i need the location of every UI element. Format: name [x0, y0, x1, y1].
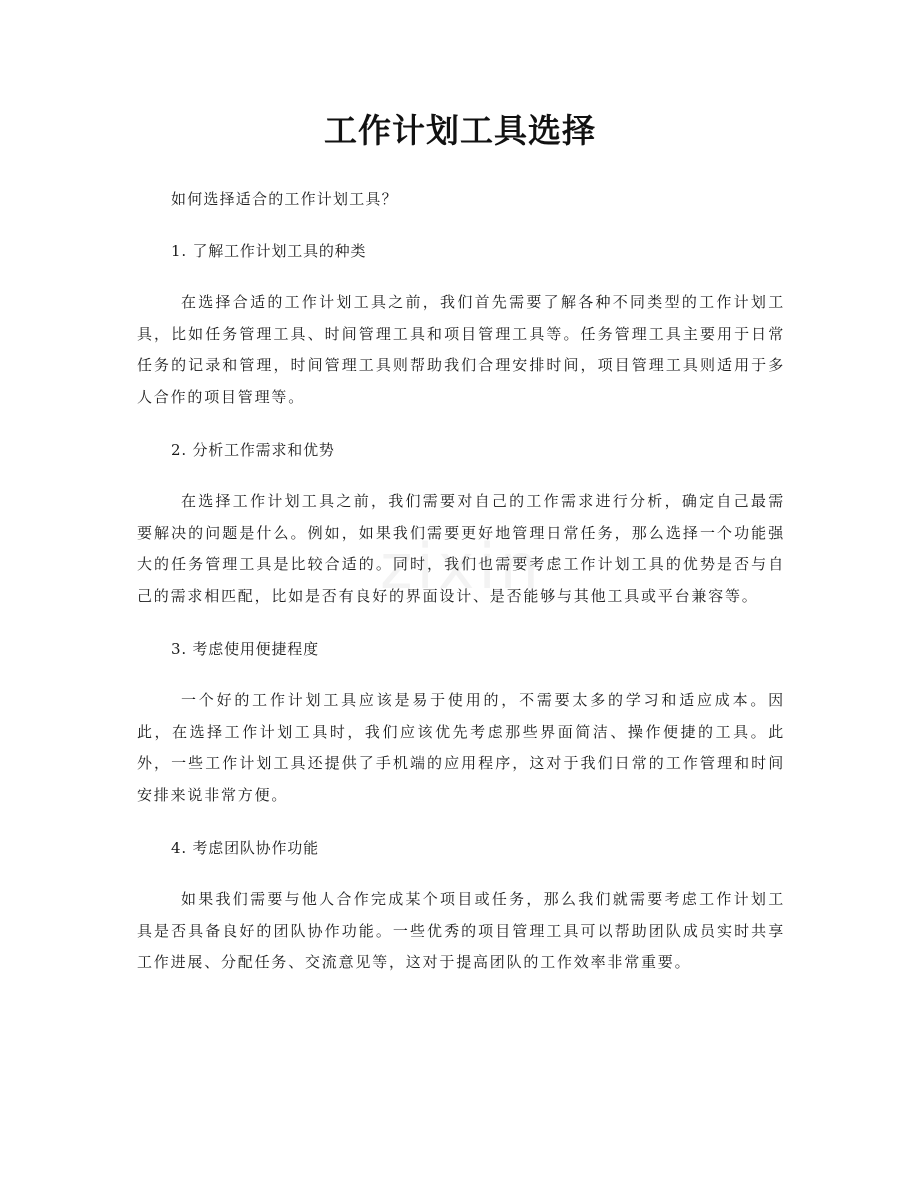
intro-question: 如何选择适合的工作计划工具？ — [171, 190, 398, 208]
section-heading: 4. 考虑团队协作功能 — [171, 839, 319, 857]
section-heading: 2. 分析工作需求和优势 — [171, 441, 335, 459]
page-title: 工作计划工具选择 — [324, 111, 596, 150]
section-3 — [137, 633, 785, 811]
section-paragraph: 在选择合适的工作计划工具之前，我们首先需要了解各种不同类型的工作计划工具，比如任务管理工具、时间管理工具和项目管理工具等。任务管理工具主要用于日常任务的记录和管理，时间管理工具则帮助我们合理安排时间，项目管理工具则适用于多人合作的项目管理等。 — [137, 293, 785, 406]
section-paragraph: 在选择工作计划工具之前，我们需要对自己的工作需求进行分析，确定自己最需要解决的问题是什么。例如，如果我们需要更好地管理日常任务，那么选择一个功能强大的任务管理工具是比较合适的。同时，我们也需要考虑工作计划工具的优势是否与自己的需求相匹配，比如是否有良好的界面设计、是否能够与其他工具或平台兼容等。 — [137, 492, 785, 605]
section-heading: 1. 了解工作计划工具的种类 — [171, 242, 367, 260]
section-heading: 3. 考虑使用便捷程度 — [171, 640, 319, 658]
watermark: zixin — [380, 530, 543, 603]
section-1 — [137, 235, 785, 413]
section-4 — [137, 832, 785, 979]
section-paragraph: 如果我们需要与他人合作完成某个项目或任务，那么我们就需要考虑工作计划工具是否具备良好的团队协作功能。一些优秀的项目管理工具可以帮助团队成员实时共享工作进展、分配任务、交流意见等，这对于提高团队的工作效率非常重要。 — [137, 890, 785, 971]
section-paragraph: 一个好的工作计划工具应该是易于使用的，不需要太多的学习和适应成本。因此，在选择工作计划工具时，我们应该优先考虑那些界面简洁、操作便捷的工具。此外，一些工作计划工具还提供了手机端的应用程序，这对于我们日常的工作管理和时间安排来说非常方便。 — [137, 691, 785, 804]
section-2 — [137, 434, 785, 612]
document-body — [137, 183, 785, 1000]
